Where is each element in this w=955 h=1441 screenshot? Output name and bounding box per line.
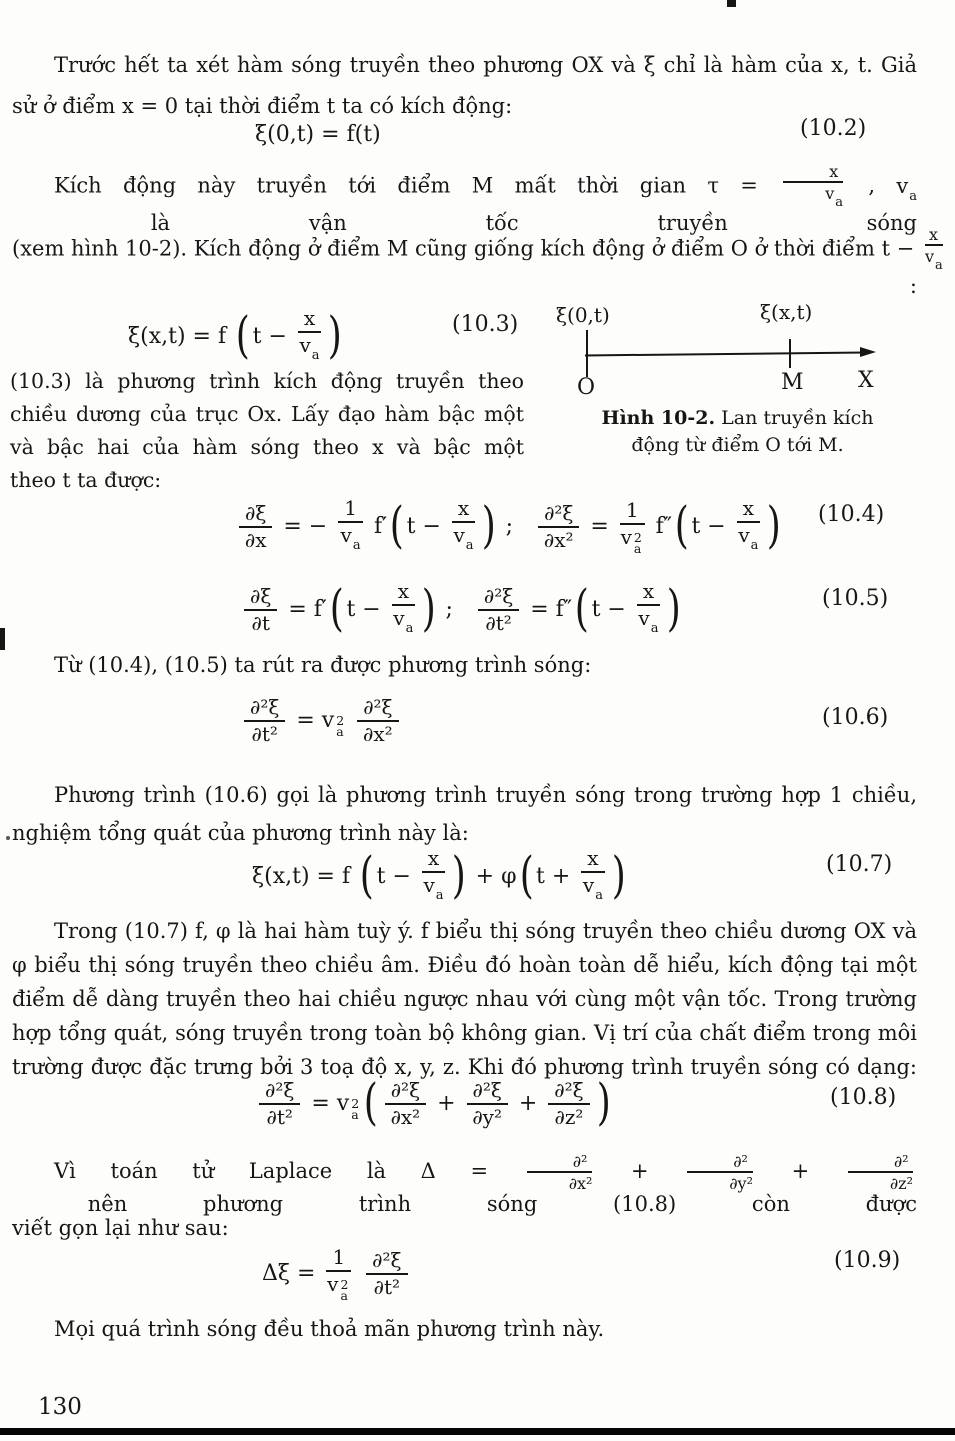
equation-10-3: ξ(x,t) = f ( t − $\frac{x}{v_a}$ ) <box>128 306 342 364</box>
figure-label-xi-0t: ξ(0,t) <box>556 303 610 327</box>
paragraph-1-line-1: Trước hết ta xét hàm sóng truyền theo phương OX và ξ chỉ là hàm của x, t. Giả <box>54 53 917 77</box>
figure-label-point-m: M <box>781 370 804 395</box>
scan-artifact-dot <box>6 836 10 840</box>
figure-label-axis-x: X <box>858 368 874 393</box>
paragraph-5-line-2: φ biểu thị sóng truyền theo chiều âm. Điều đó hoàn toàn dễ hiểu, kích động tại một <box>12 953 917 977</box>
equation-10-6: $\frac{\text{∂²ξ}}{\text{∂t²}}$ = v 2 a $\frac{\text{∂²ξ}}{\text{∂x²}}$ <box>240 697 403 745</box>
figure-caption-line-1 <box>565 405 910 432</box>
page-number: 130 <box>38 1394 82 1420</box>
column-line-2: chiều dương của trục Ox. Lấy đạo hàm bậc một <box>10 402 524 426</box>
paragraph-1-line-2: sử ở điểm x = 0 tại thời điểm t ta có kích động: <box>12 94 513 118</box>
equation-10-6-number: (10.6) <box>822 705 889 730</box>
equation-10-2-number: (10.2) <box>800 116 867 141</box>
equation-10-9-number: (10.9) <box>834 1248 901 1273</box>
scan-artifact-top <box>727 0 736 7</box>
paragraph-7: Mọi quá trình sóng đều thoả mãn phương trình này. <box>54 1317 605 1341</box>
paragraph-4-line-2: nghiệm tổng quát của phương trình này là: <box>12 821 469 845</box>
paragraph-3: Từ (10.4), (10.5) ta rút ra được phương trình sóng: <box>54 653 592 677</box>
figure-caption-line-2: động từ điểm O tới M. <box>631 434 844 456</box>
figure-label-xi-xt: ξ(x,t) <box>760 300 813 324</box>
paragraph-2-line-1: Kích động này truyền tới điểm M mất thời gian τ = $\frac{x}{v_a}$ , $v_a$ là vận tốc truyền sóng <box>12 162 917 235</box>
scan-artifact-left-edge <box>0 628 5 650</box>
figure-tick-point-m <box>789 339 791 368</box>
paragraph-5-line-3: điểm dễ dàng truyền theo hai chiều ngược nhau với cùng một vận tốc. Trong trường <box>12 987 917 1011</box>
scan-bottom-edge <box>0 1428 955 1435</box>
equation-10-7-number: (10.7) <box>826 852 893 877</box>
paragraph-6-line-2: viết gọn lại như sau: <box>12 1216 229 1240</box>
equation-10-5-number: (10.5) <box>822 586 889 611</box>
equation-10-8-number: (10.8) <box>830 1085 897 1110</box>
equation-10-7: ξ(x,t) = f ( t − $\frac{x}{v_a}$ ) + φ( t + $\frac{x}{v_a}$ ) <box>252 846 626 904</box>
equation-10-2: ξ(0,t) = f(t) <box>255 122 381 147</box>
column-line-3: và bậc hai của hàm sóng theo x và bậc một <box>10 435 524 459</box>
figure-caption-text: Lan truyền kích <box>715 407 874 429</box>
paragraph-5-line-4: hợp tổng quát, sóng truyền trong toàn bộ không gian. Vị trí của chất điểm trong môi <box>12 1021 917 1045</box>
paragraph-6-line-1: Vì toán tử Laplace là Δ = $\frac{\text{∂²}}{\text{∂x²}}$ + $\frac{\text{∂²}}{\text{∂y²}}$ + $\frac{\text{∂²}}{\text{∂z²}}$ nên phương trình sóng (10.8) còn được <box>12 1152 917 1216</box>
figure-tick-origin <box>586 330 588 377</box>
paragraph-5-line-5: trường được đặc trưng bởi 3 toạ độ x, y, z. Khi đó phương trình truyền sóng có dạng: <box>12 1055 917 1079</box>
equation-10-5: $\frac{\partial\xi}{\partial t}$ = f′( t − $\frac{x}{v_a}$ ) ; $\frac{\text{∂²ξ}}{\text{∂t²}}$ = f″( t − $\frac{x}{v_a}$ ) <box>240 581 684 639</box>
figure-label-origin: O <box>577 375 596 400</box>
figure-caption-number: Hình 10-2. <box>601 407 716 429</box>
paragraph-5-line-1: Trong (10.7) f, φ là hai hàm tuỳ ý. f biểu thị sóng truyền theo chiều dương OX và <box>54 919 917 943</box>
equation-10-4: $\frac{\partial\xi}{\partial x}$ = − $\frac{1}{v_a}$ f′( t − $\frac{x}{v_a}$ ) ; $\frac{\text{∂²ξ}}{\text{∂x²}}$ = 1 v 2 a f″( t − $\frac{x}{v_a}$ ) <box>235 498 784 556</box>
equation-10-4-number: (10.4) <box>818 502 885 527</box>
equation-10-8: $\frac{\text{∂²ξ}}{\text{∂t²}}$ = v 2 a ( $\frac{\text{∂²ξ}}{\text{∂x²}}$ + $\frac{\text{∂²ξ}}{\text{∂y²}}$ + $\frac{\text{∂²ξ}}{\text{∂z²}}$ ) <box>255 1080 613 1128</box>
figure-axis-arrowhead <box>860 347 876 357</box>
figure-axis-line <box>585 352 865 357</box>
paragraph-4-line-1: Phương trình (10.6) gọi là phương trình truyền sóng trong trường hợp 1 chiều, <box>54 783 917 807</box>
equation-10-3-number: (10.3) <box>452 312 519 337</box>
paragraph-2-line-2: (xem hình 10-2). Kích động ở điểm M cũng giống kích động ở điểm O ở thời điểm t − $\frac{x}{v_a}$ : <box>12 225 943 298</box>
column-line-1: (10.3) là phương trình kích động truyền theo <box>10 369 524 393</box>
equation-10-9: Δξ = 1 v 2 a $\frac{\text{∂²ξ}}{\text{∂t²}}$ <box>262 1247 412 1301</box>
column-line-4: theo t ta được: <box>10 468 162 492</box>
